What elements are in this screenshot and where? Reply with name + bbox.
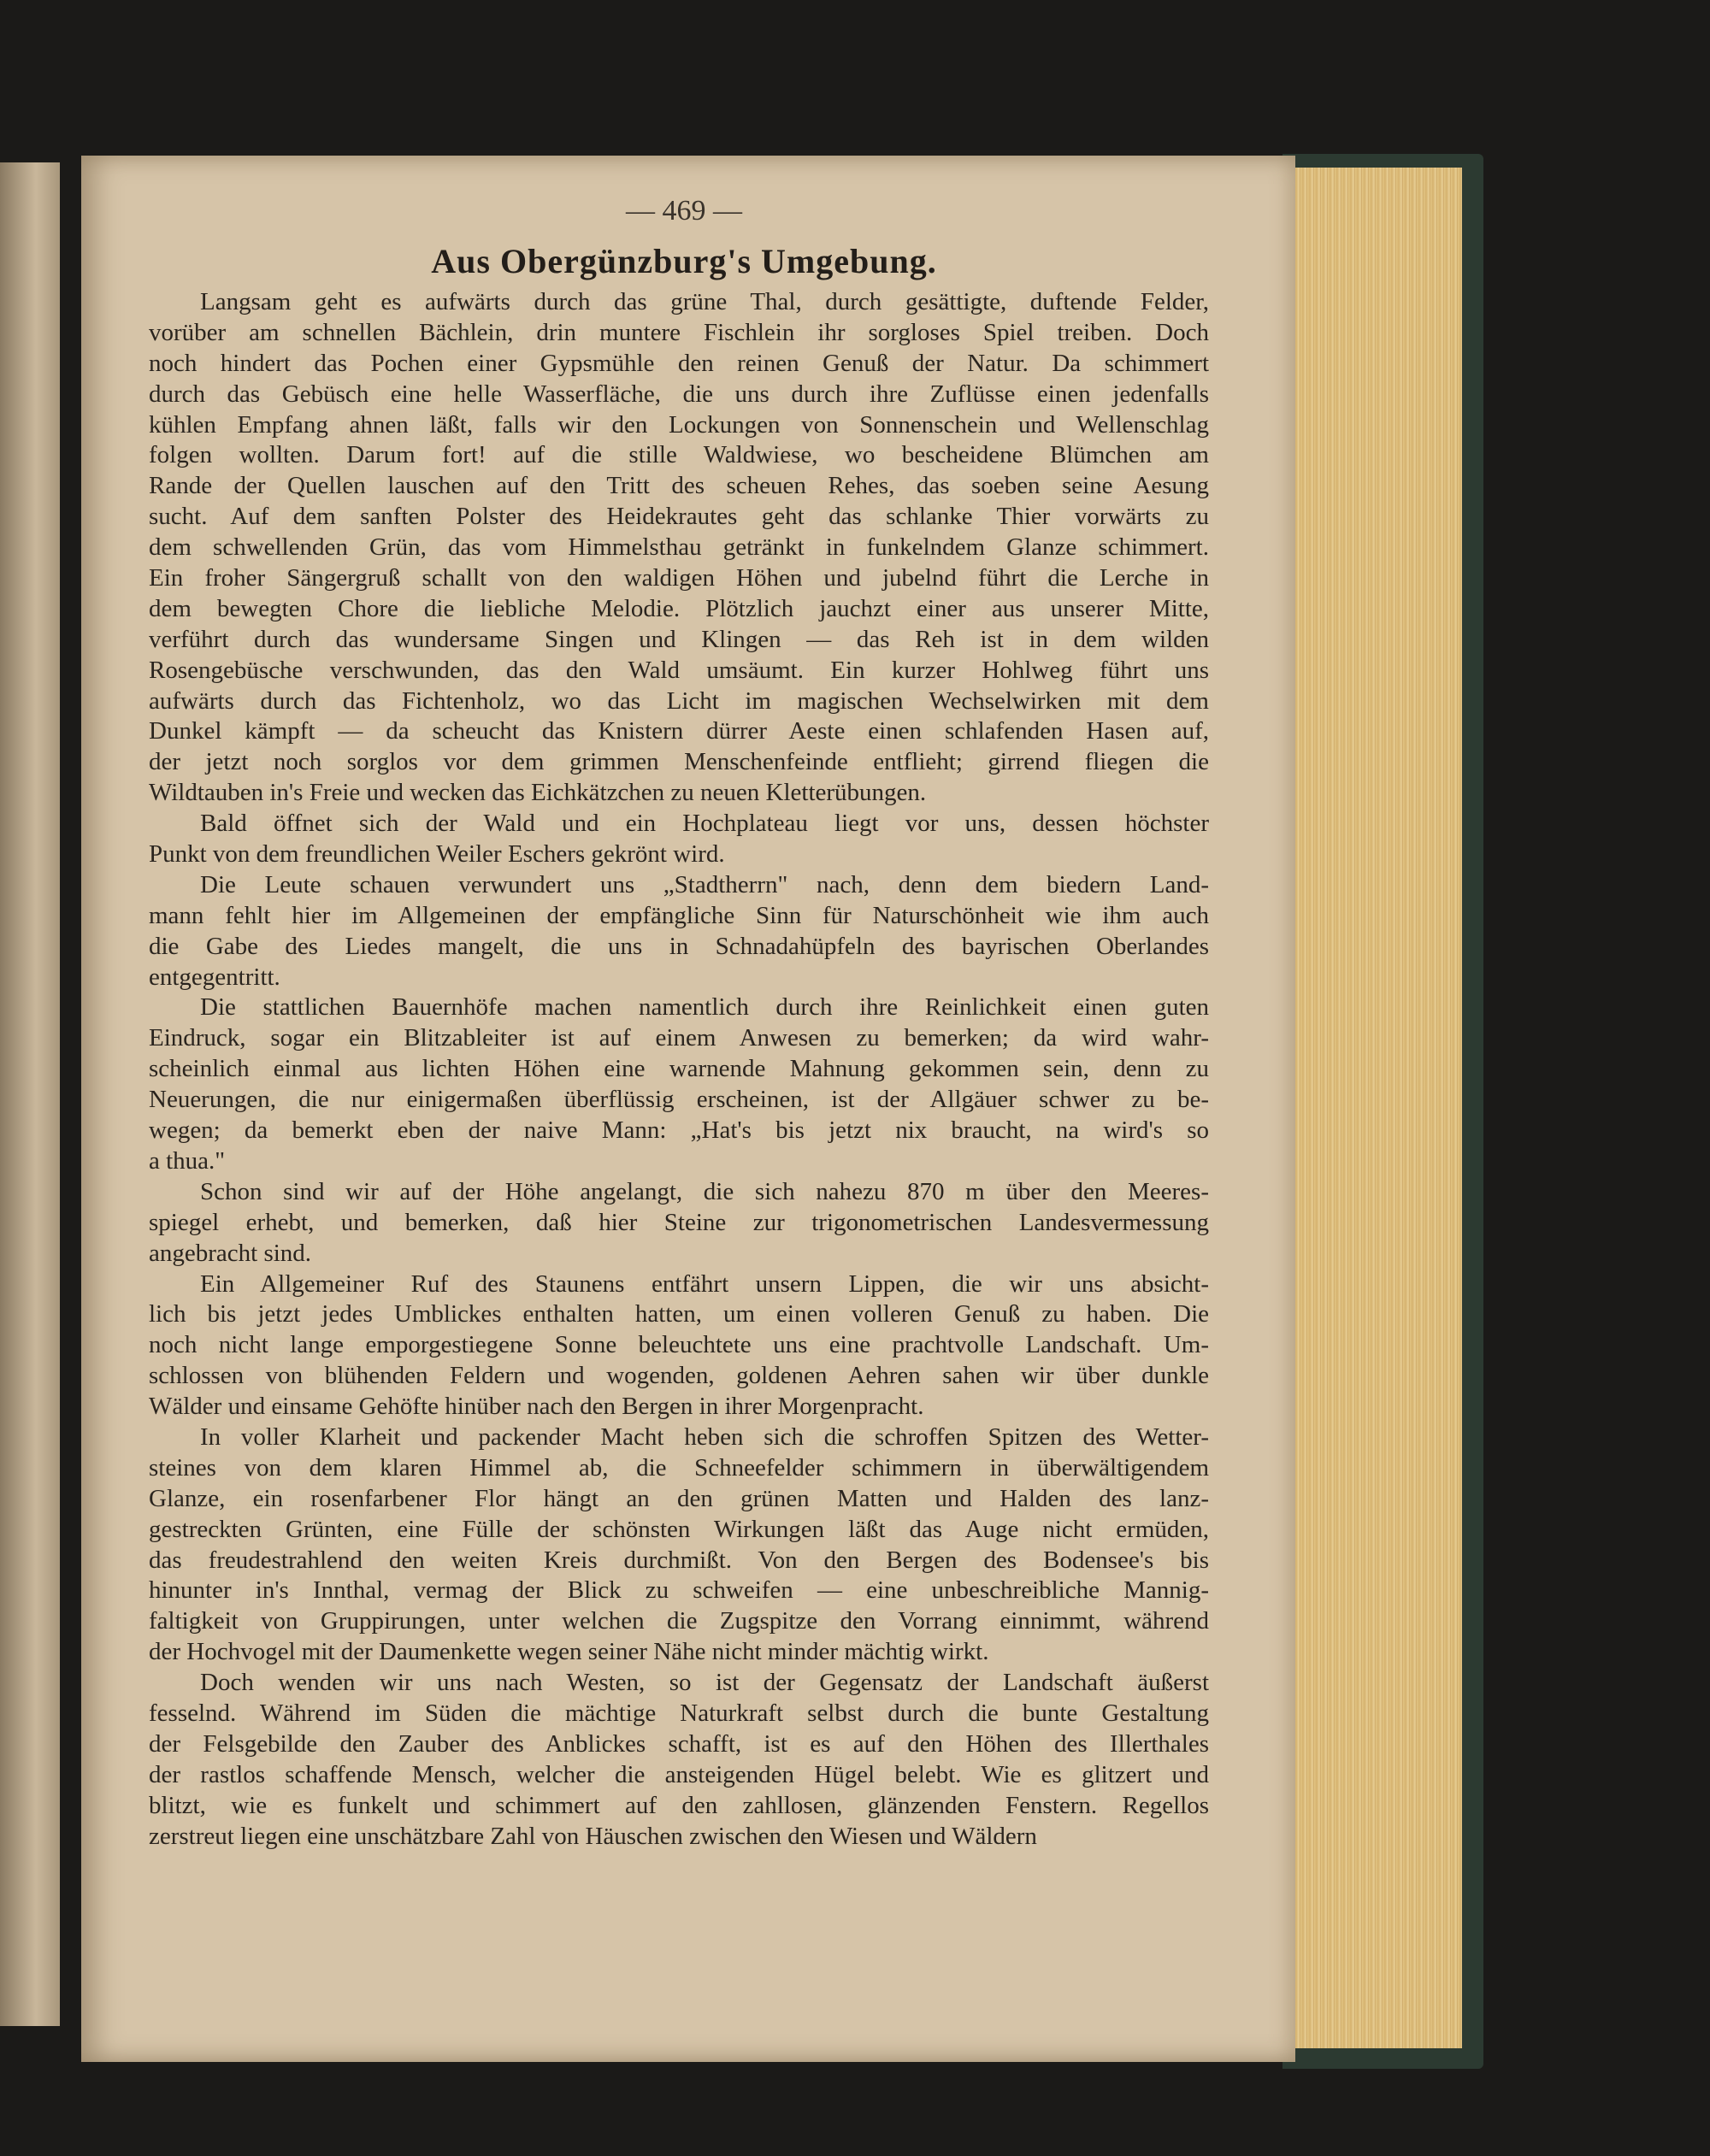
text-line: Rosengebüsche verschwunden, das den Wald umsäumt. Ein kurzer Hohlweg führt uns <box>149 656 1209 684</box>
text-line: Schon sind wir auf der Höhe angelangt, die sich nahezu 870 m über den Meeres- <box>200 1177 1209 1205</box>
text-line: Langsam geht es aufwärts durch das grüne Thal, durch gesättigte, duftende Felder, <box>200 288 1209 315</box>
text-line: a thua." <box>149 1146 226 1175</box>
text-line: steines von dem klaren Himmel ab, die Schneefelder schimmern in überwältigendem <box>149 1453 1209 1482</box>
text-line: dem schwellenden Grün, das vom Himmelsthau getränkt in funkelndem Glanze schimmert. <box>149 533 1209 562</box>
text-line: Dunkel kämpft — da scheucht das Knistern dürrer Aeste einen schlafenden Hasen auf, <box>149 717 1209 745</box>
text-line: das freudestrahlend den weiten Kreis durchmißt. Von den Bergen des Bodensee's bis <box>149 1546 1209 1574</box>
text-line: verführt durch das wundersame Singen und Klingen — das Reh ist in dem wilden <box>149 625 1209 653</box>
text-line: Punkt von dem freundlichen Weiler Eschers gekrönt wird. <box>149 840 725 869</box>
text-line: Die Leute schauen verwundert uns „Stadtherrn" nach, denn dem biedern Land- <box>200 870 1209 898</box>
chapter-title: Aus Obergünzburg's Umgebung. <box>431 242 937 280</box>
text-line: gestreckten Grünten, eine Fülle der schönsten Wirkungen läßt das Auge nicht ermüden, <box>149 1515 1209 1543</box>
page-number: — 469 — <box>626 195 742 227</box>
previous-page-edge <box>0 162 60 2026</box>
text-line: spiegel erhebt, und bemerken, daß hier Steine zur trigonometrischen Landesvermessung <box>149 1208 1209 1236</box>
text-line: hinunter in's Innthal, vermag der Blick zu schweifen — eine unbeschreibliche Mannig- <box>149 1576 1209 1605</box>
text-line: noch nicht lange emporgestiegene Sonne beleuchtete uns eine prachtvolle Landschaft. Um- <box>149 1331 1209 1359</box>
text-line: Ein Allgemeiner Ruf des Staunens entfährt unsern Lippen, die wir uns absicht- <box>200 1269 1209 1298</box>
text-line: schlossen von blühenden Feldern und wogenden, goldenen Aehren sahen wir über dunkle <box>149 1362 1209 1390</box>
text-line: der jetzt noch sorglos vor dem grimmen Menschenfeinde entflieht; girrend fliegen die <box>149 748 1209 776</box>
text-line: mann fehlt hier im Allgemeinen der empfängliche Sinn für Naturschönheit wie ihm auch <box>149 901 1209 929</box>
text-line: faltigkeit von Gruppirungen, unter welchen die Zugspitze den Vorrang einnimmt, während <box>149 1607 1209 1635</box>
text-line: Wildtauben in's Freie und wecken das Eichkätzchen zu neuen Kletterübungen. <box>149 779 927 807</box>
text-line: angebracht sind. <box>149 1239 312 1267</box>
text-line: der Felsgebilde den Zauber des Anblickes schafft, ist es auf den Höhen des Illerthales <box>149 1729 1209 1758</box>
text-line: entgegentritt. <box>149 963 280 991</box>
text-line: der rastlos schaffende Mensch, welcher die ansteigenden Hügel belebt. Wie es glitzert und <box>149 1760 1209 1788</box>
text-line: In voller Klarheit und packender Macht heben sich die schroffen Spitzen des Wetter- <box>200 1423 1209 1451</box>
text-line: fesselnd. Während im Süden die mächtige Naturkraft selbst durch die bunte Gestaltung <box>149 1699 1209 1727</box>
text-line: noch hindert das Pochen einer Gypsmühle den reinen Genuß der Natur. Da schimmert <box>149 349 1209 377</box>
text-line: Neuerungen, die nur einigermaßen überflüssig erscheinen, ist der Allgäuer schwer zu be- <box>149 1086 1209 1114</box>
text-line: Glanze, ein rosenfarbener Flor hängt an den grünen Matten und Halden des lanz- <box>149 1484 1209 1512</box>
text-line: kühlen Empfang ahnen läßt, falls wir den Lockungen von Sonnenschein und Wellenschlag <box>149 410 1209 439</box>
text-line: Wälder und einsame Gehöfte hinüber nach den Bergen in ihrer Morgenpracht. <box>149 1393 924 1421</box>
text-line: Doch wenden wir uns nach Westen, so ist der Gegensatz der Landschaft äußerst <box>200 1669 1209 1697</box>
text-line: der Hochvogel mit der Daumenkette wegen seiner Nähe nicht minder mächtig wirkt. <box>149 1638 989 1666</box>
text-line: Ein froher Sängergruß schallt von den waldigen Höhen und jubelnd führt die Lerche in <box>149 564 1209 592</box>
text-line: dem bewegten Chore die liebliche Melodie. Plötzlich jauchzt einer aus unserer Mitte, <box>149 594 1209 622</box>
text-line: die Gabe des Liedes mangelt, die uns in Schnadahüpfeln des bayrischen Oberlandes <box>149 932 1209 960</box>
text-line: durch das Gebüsch eine helle Wasserfläche, die uns durch ihre Zuflüsse einen jedenfalls <box>149 380 1209 408</box>
text-line: zerstreut liegen eine unschätzbare Zahl von Häuschen zwischen den Wiesen und Wäldern <box>149 1822 1037 1850</box>
text-line: folgen wollten. Darum fort! auf die stille Waldwiese, wo bescheidene Blümchen am <box>149 441 1209 469</box>
text-line: Eindruck, sogar ein Blitzableiter ist auf einem Anwesen zu bemerken; da wird wahr- <box>149 1024 1209 1052</box>
text-line: aufwärts durch das Fichtenholz, wo das Licht im magischen Wechselwirken mit dem <box>149 686 1209 715</box>
text-line: Rande der Quellen lauschen auf den Tritt des scheuen Rehes, das soeben seine Aesung <box>149 472 1209 500</box>
text-line: vorüber am schnellen Bächlein, drin muntere Fischlein ihr sorgloses Spiel treiben. Doch <box>149 318 1209 346</box>
text-line: Die stattlichen Bauernhöfe machen namentlich durch ihre Reinlichkeit einen guten <box>200 993 1209 1022</box>
text-line: wegen; da bemerkt eben der naive Mann: „Hat's bis jetzt nix braucht, na wird's so <box>149 1116 1209 1145</box>
text-line: blitzt, wie es funkelt und schimmert auf den zahllosen, glänzenden Fenstern. Regellos <box>149 1791 1209 1819</box>
body-text <box>149 287 1209 1852</box>
page-edges <box>1287 168 1462 2048</box>
text-line: lich bis jetzt jedes Umblickes enthalten hatten, um einen volleren Genuß zu haben. Die <box>149 1300 1209 1328</box>
text-line: sucht. Auf dem sanften Polster des Heidekrautes geht das schlanke Thier vorwärts zu <box>149 503 1209 531</box>
text-line: scheinlich einmal aus lichten Höhen eine warnende Mahnung gekommen sein, denn zu <box>149 1055 1209 1083</box>
text-line: Bald öffnet sich der Wald und ein Hochplateau liegt vor uns, dessen höchster <box>200 810 1209 838</box>
